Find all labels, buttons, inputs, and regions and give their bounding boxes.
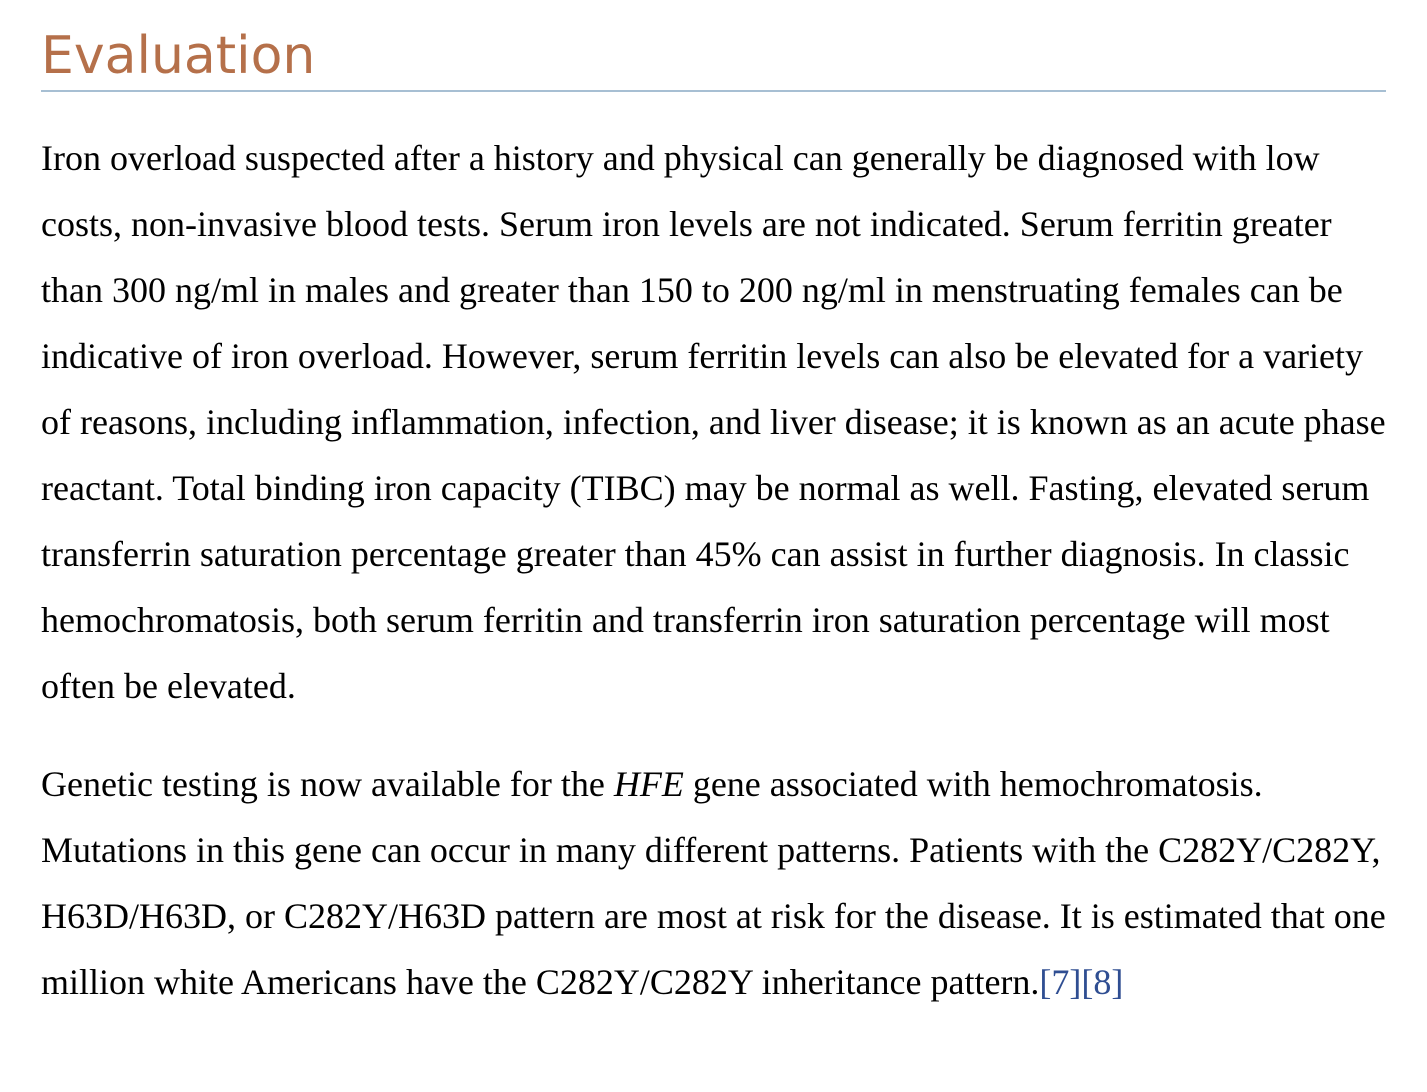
section-heading: Evaluation — [41, 22, 1386, 92]
evaluation-paragraph-2 — [41, 751, 1386, 1015]
paragraph-2-text-start: Genetic testing is now available for the — [41, 764, 614, 804]
paragraph-2-text-end: gene associated with hemochromatosis. Mutations in this gene can occur in many different patterns. Patients with the C282Y/C282Y, H63D/H63D, or C282Y/H63D pattern are most at risk for the disease. It is estimated that one million white Americans have the C282Y/C282Y inheritance pattern. — [41, 764, 1386, 1002]
gene-name-hfe: HFE — [613, 764, 684, 804]
citation-link-7[interactable]: [7] — [1039, 962, 1082, 1002]
evaluation-paragraph-1: Iron overload suspected after a history and physical can generally be diagnosed with low costs, non-invasive blood tests. Serum iron levels are not indicated. Serum ferritin greater than 300 ng/ml in males and greater than 150 to 200 ng/ml in menstruating females can be indicative of iron overload. However, serum ferritin levels can also be elevated for a variety of reasons, including inflammation, infection, and liver disease; it is known as an acute phase reactant. Total binding iron capacity (TIBC) may be normal as well. Fasting, elevated serum transferrin saturation percentage greater than 45% can assist in further diagnosis. In classic hemochromatosis, both serum ferritin and transferrin iron saturation percentage will most often be elevated. — [41, 138, 1386, 706]
article-section — [41, 22, 1386, 1015]
citation-link-8[interactable]: [8] — [1081, 962, 1124, 1002]
